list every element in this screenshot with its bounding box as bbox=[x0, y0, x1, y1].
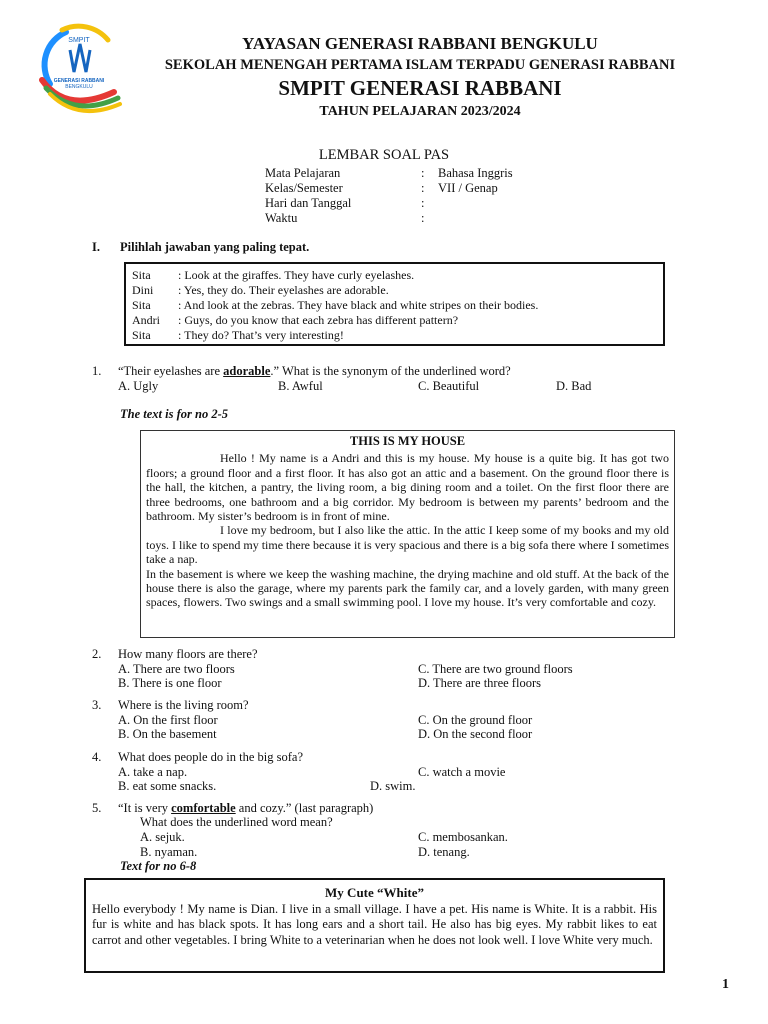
option-b[interactable]: B. On the basement bbox=[118, 727, 217, 741]
school-logo bbox=[36, 22, 122, 114]
dialog-line bbox=[132, 268, 657, 283]
svg-text:GENERASI RABBANI: GENERASI RABBANI bbox=[53, 78, 105, 84]
dialog-speaker: Dini bbox=[132, 283, 154, 297]
underlined-word: comfortable bbox=[171, 801, 236, 815]
sheet-title: LEMBAR SOAL PAS bbox=[318, 147, 450, 163]
option-d[interactable]: D. Bad bbox=[556, 379, 592, 393]
passage-title: My Cute “White” bbox=[325, 885, 424, 900]
reading-passage-house bbox=[140, 430, 675, 638]
question-number: 2. bbox=[92, 647, 102, 661]
passage-paragraph: Hello ! My name is a Andri and this is my house. My house is a quite big. It has got two floors; a ground floor and a first floor. It has also got an attic and a basement. On the ground floor there is the hall, the kitchen, a pantry, the living room, a big dining room and a toilet. On the first floor there are three bedrooms, one bathroom and a big corridor. My bedroom is between my parents’ bedroom and the bathroom. My sister’s bedroom is in front of mine. bbox=[146, 451, 669, 524]
option-a[interactable]: A. sejuk. bbox=[140, 830, 185, 844]
meta-row bbox=[265, 166, 513, 181]
exam-meta bbox=[265, 166, 513, 226]
meta-label: Hari dan Tanggal bbox=[265, 196, 352, 210]
passage-paragraph: In the basement is where we keep the washing machine, the drying machine and old stuff. At the back of the house there is also the garage, where my parents park the family car, and a lovely garden, with many green spaces, flowers. Two swings and a small swimming pool. I love my house. It’s very comfortable and cozy. bbox=[146, 566, 669, 610]
meta-colon: : bbox=[421, 166, 425, 180]
meta-row bbox=[265, 196, 513, 211]
option-b[interactable]: B. nyaman. bbox=[140, 845, 198, 859]
question-subtext: What does the underlined word mean? bbox=[140, 815, 333, 829]
dialog-speaker: Sita bbox=[132, 268, 151, 282]
question-text-pre: “It is very bbox=[118, 801, 172, 815]
dialog-line bbox=[132, 283, 657, 298]
option-b[interactable]: B. There is one floor bbox=[118, 676, 222, 690]
option-b[interactable]: B. Awful bbox=[278, 379, 323, 393]
academic-year: TAHUN PELAJARAN 2023/2024 bbox=[319, 104, 521, 119]
question-text-pre: “Their eyelashes are bbox=[118, 364, 224, 378]
meta-value: VII / Genap bbox=[438, 181, 498, 195]
question-1 bbox=[92, 364, 692, 379]
svg-text:BENGKULU: BENGKULU bbox=[65, 84, 93, 90]
option-a[interactable]: A. On the first floor bbox=[118, 713, 218, 727]
meta-row bbox=[265, 211, 513, 226]
school-short-name: SMPIT GENERASI RABBANI bbox=[278, 76, 562, 100]
question-number: 1. bbox=[92, 364, 102, 378]
meta-colon: : bbox=[421, 211, 425, 225]
dialog-speaker: Andri bbox=[132, 313, 160, 327]
passage-paragraph: Hello everybody ! My name is Dian. I live in a small village. I have a pet. His name is White. It is a rabbit. His fur is white and has black spots. It has long ears and a short tail. He also has big eyes. My rabbit likes to eat carrot and other vegetables. I bring White to a veterinarian when he does not look well. I love White very much. bbox=[92, 902, 657, 947]
dialog-text: : They do? That’s very interesting! bbox=[178, 328, 344, 342]
option-b[interactable]: B. eat some snacks. bbox=[118, 779, 217, 793]
question-number: 4. bbox=[92, 750, 102, 764]
option-c[interactable]: C. Beautiful bbox=[418, 379, 480, 393]
option-d[interactable]: D. On the second floor bbox=[418, 727, 533, 741]
meta-row bbox=[265, 181, 513, 196]
meta-value: Bahasa Inggris bbox=[438, 166, 513, 180]
section-instruction: Pilihlah jawaban yang paling tepat. bbox=[120, 240, 310, 254]
question-text: What does people do in the big sofa? bbox=[118, 750, 304, 764]
page-number: 1 bbox=[722, 977, 729, 992]
question-text-post: .” What is the synonym of the underlined word? bbox=[270, 364, 511, 378]
option-c[interactable]: C. watch a movie bbox=[418, 765, 506, 779]
text-reference-6-8: Text for no 6-8 bbox=[120, 859, 197, 873]
reading-passage-white bbox=[84, 878, 665, 973]
option-d[interactable]: D. swim. bbox=[370, 779, 416, 793]
question-text bbox=[118, 364, 511, 379]
option-d[interactable]: D. There are three floors bbox=[418, 676, 541, 690]
passage-title: THIS IS MY HOUSE bbox=[349, 434, 466, 448]
meta-colon: : bbox=[421, 196, 425, 210]
option-c[interactable]: C. membosankan. bbox=[418, 830, 508, 844]
dialog-text: : And look at the zebras. They have black and white stripes on their bodies. bbox=[178, 298, 539, 312]
meta-label: Mata Pelajaran bbox=[265, 166, 341, 180]
dialog-box bbox=[124, 262, 665, 346]
option-d[interactable]: D. tenang. bbox=[418, 845, 470, 859]
question-text-post: and cozy.” (last paragraph) bbox=[235, 801, 374, 815]
dialog-line bbox=[132, 328, 657, 343]
dialog-text: : Look at the giraffes. They have curly eyelashes. bbox=[178, 268, 415, 282]
dialog-text: : Yes, they do. Their eyelashes are adorable. bbox=[178, 283, 389, 297]
dialog-line bbox=[132, 298, 657, 313]
section-number: I. bbox=[92, 240, 100, 254]
school-full-name: SEKOLAH MENENGAH PERTAMA ISLAM TERPADU GENERASI RABBANI bbox=[164, 57, 676, 73]
passage-paragraph: I love my bedroom, but I also like the attic. In the attic I keep some of my books and my old toys. I like to spend my time there because it is very spacious and there is a big sofa there where I sometimes take a nap. bbox=[146, 523, 669, 567]
text-reference-2-5: The text is for no 2-5 bbox=[120, 407, 228, 421]
question-number: 3. bbox=[92, 698, 102, 712]
foundation-name: YAYASAN GENERASI RABBANI BENGKULU bbox=[242, 34, 598, 53]
question-text: How many floors are there? bbox=[118, 647, 258, 661]
question-number: 5. bbox=[92, 801, 102, 815]
dialog-speaker: Sita bbox=[132, 298, 151, 312]
dialog-line bbox=[132, 313, 657, 328]
option-a[interactable]: A. take a nap. bbox=[118, 765, 188, 779]
dialog-speaker: Sita bbox=[132, 328, 151, 342]
option-a[interactable]: A. Ugly bbox=[118, 379, 159, 393]
question-text bbox=[118, 801, 373, 816]
question-text: Where is the living room? bbox=[118, 698, 249, 712]
dialog-text: : Guys, do you know that each zebra has different pattern? bbox=[178, 313, 459, 327]
meta-label: Waktu bbox=[265, 211, 298, 225]
option-a[interactable]: A. There are two floors bbox=[118, 662, 235, 676]
svg-text:SMPIT: SMPIT bbox=[68, 37, 90, 44]
meta-label: Kelas/Semester bbox=[265, 181, 343, 195]
option-c[interactable]: C. There are two ground floors bbox=[418, 662, 573, 676]
underlined-word: adorable bbox=[223, 364, 271, 378]
meta-colon: : bbox=[421, 181, 425, 195]
option-c[interactable]: C. On the ground floor bbox=[418, 713, 533, 727]
